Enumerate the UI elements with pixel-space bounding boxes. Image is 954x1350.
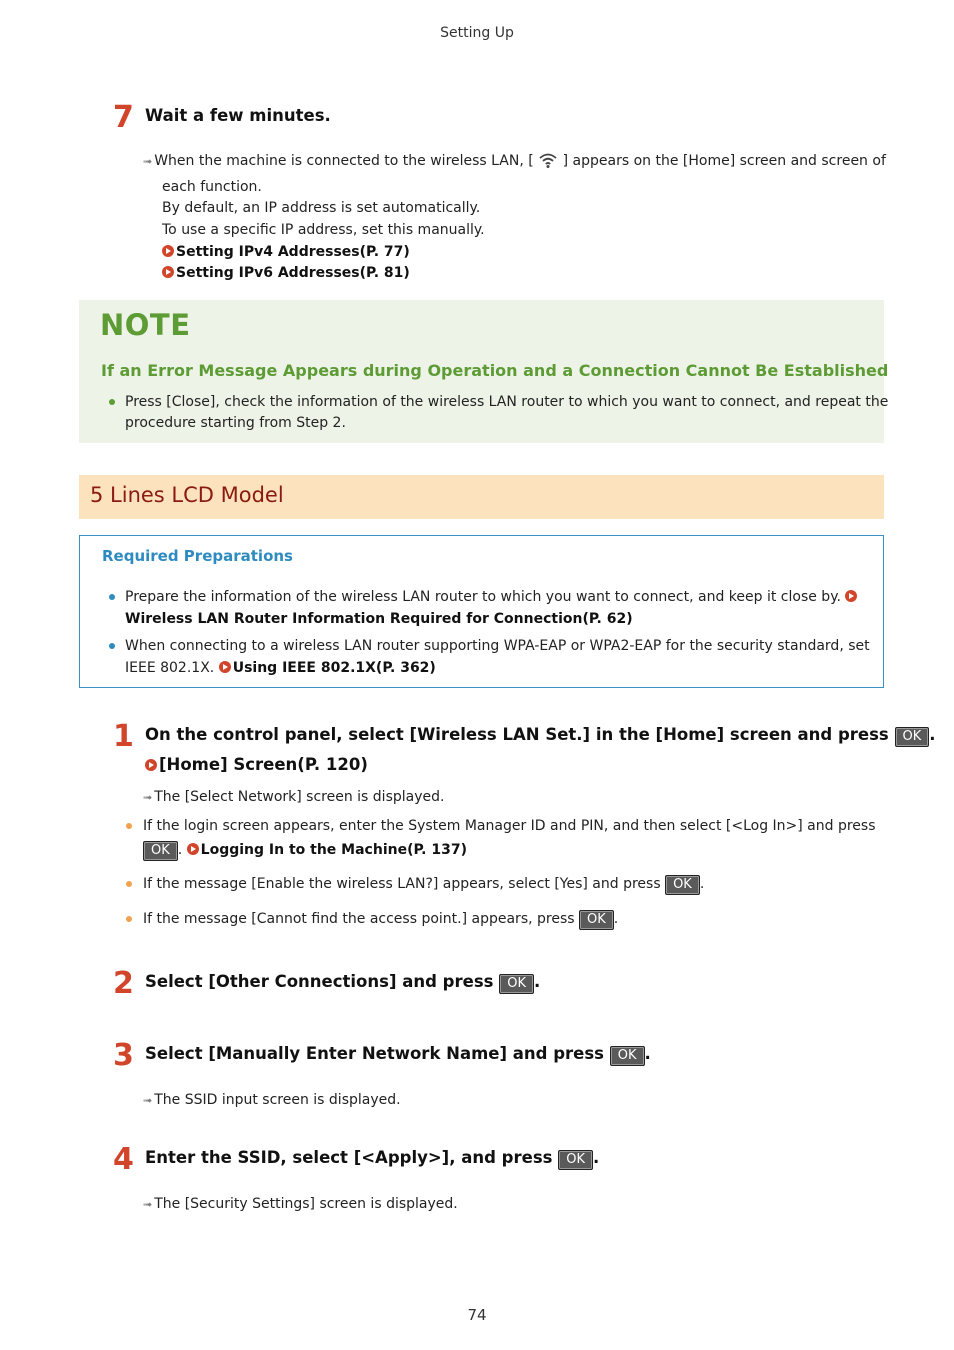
section-heading-bar <box>79 475 884 519</box>
ok-key-icon: OK <box>143 841 178 861</box>
step1-sub1-line1: If the login screen appears, enter the System Manager ID and PIN, and then select [<Log In>] and press <box>143 818 876 834</box>
ok-key-icon: OK <box>610 1046 645 1066</box>
step-number-2: 2 <box>113 966 134 1001</box>
link-arrow-icon <box>162 245 174 257</box>
required-preparations-box <box>79 535 884 688</box>
running-header: Setting Up <box>440 25 514 41</box>
prep-bullet2-line2: IEEE 802.1X. Using IEEE 802.1X(P. 362) <box>125 660 436 676</box>
bullet-icon <box>109 594 115 600</box>
link-arrow-icon <box>845 590 857 602</box>
link-ieee8021x[interactable]: Using IEEE 802.1X(P. 362) <box>232 660 436 676</box>
prep-bullet1-line1: Prepare the information of the wireless LAN router to which you want to connect, and keep it close by. <box>125 587 859 607</box>
ok-key-icon: OK <box>499 974 534 994</box>
link-arrow-icon <box>145 759 157 771</box>
step-title-2: Select [Other Connections] and press OK . <box>145 972 540 994</box>
note-subheading: If an Error Message Appears during Operation and a Connection Cannot Be Established <box>101 361 889 380</box>
section-title: 5 Lines LCD Model <box>90 483 284 507</box>
link-arrow-icon <box>162 266 174 278</box>
link-arrow-icon <box>187 843 199 855</box>
link-wireless-router-info[interactable]: Wireless LAN Router Information Required for Connection(P. 62) <box>125 611 633 627</box>
step-number-4: 4 <box>113 1142 134 1177</box>
bullet-icon <box>126 823 132 829</box>
step-title-4: Enter the SSID, select [<Apply>], and press OK . <box>145 1148 599 1170</box>
step1-result: ➟ The [Select Network] screen is displayed. <box>143 789 445 805</box>
note-bullet-line1: Press [Close], check the information of the wireless LAN router to which you want to connect, and repeat the <box>125 394 889 410</box>
bullet-icon <box>109 643 115 649</box>
step-number-3: 3 <box>113 1038 134 1073</box>
step-title-7: Wait a few minutes. <box>145 106 331 125</box>
link-login[interactable]: Logging In to the Machine(P. 137) <box>200 842 467 858</box>
step4-result: ➟ The [Security Settings] screen is displayed. <box>143 1196 458 1212</box>
step-number-7: 7 <box>113 100 134 135</box>
note-heading: NOTE <box>100 308 191 342</box>
bullet-icon <box>109 399 115 405</box>
note-box <box>79 300 889 443</box>
page-number: 74 <box>467 1306 487 1324</box>
step7-line2: By default, an IP address is set automatically. <box>162 200 481 216</box>
note-bullet-line2: procedure starting from Step 2. <box>125 415 346 431</box>
step-title-3: Select [Manually Enter Network Name] and press OK . <box>145 1044 651 1066</box>
step7-line3: To use a specific IP address, set this manually. <box>162 222 485 238</box>
step7-result: ➟ When the machine is connected to the wireless LAN, [ ] appears on the [Home] screen and screen of <box>143 153 886 169</box>
wifi-icon <box>538 151 558 169</box>
ok-key-icon: OK <box>895 727 930 747</box>
link-ipv6[interactable]: Setting IPv6 Addresses(P. 81) <box>162 263 410 283</box>
step-number-1: 1 <box>113 719 134 754</box>
link-home-screen[interactable]: [Home] Screen(P. 120) <box>145 755 368 775</box>
step1-sub3: If the message [Cannot find the access point.] appears, press OK . <box>143 909 618 930</box>
result-arrow-icon: ➟ <box>143 1094 152 1107</box>
ok-key-icon: OK <box>558 1150 593 1170</box>
ok-key-icon: OK <box>579 910 614 930</box>
prep-title: Required Preparations <box>102 547 293 565</box>
step-title-1: On the control panel, select [Wireless LAN Set.] in the [Home] screen and press OK . <box>145 725 936 747</box>
step1-sub1-line2: OK . Logging In to the Machine(P. 137) <box>143 840 467 861</box>
bullet-icon <box>126 881 132 887</box>
ok-key-icon: OK <box>665 875 700 895</box>
prep-bullet2-line1: When connecting to a wireless LAN router supporting WPA-EAP or WPA2-EAP for the security standard, set <box>125 638 870 654</box>
step1-sub2: If the message [Enable the wireless LAN?] appears, select [Yes] and press OK . <box>143 874 704 895</box>
step7-result-cont: each function. <box>162 179 262 195</box>
step3-result: ➟ The SSID input screen is displayed. <box>143 1092 401 1108</box>
link-ipv4[interactable]: Setting IPv4 Addresses(P. 77) <box>162 242 410 262</box>
result-arrow-icon: ➟ <box>143 1198 152 1211</box>
bullet-icon <box>126 916 132 922</box>
result-arrow-icon: ➟ <box>143 791 152 804</box>
link-arrow-icon <box>219 661 231 673</box>
result-arrow-icon: ➟ <box>143 155 152 168</box>
